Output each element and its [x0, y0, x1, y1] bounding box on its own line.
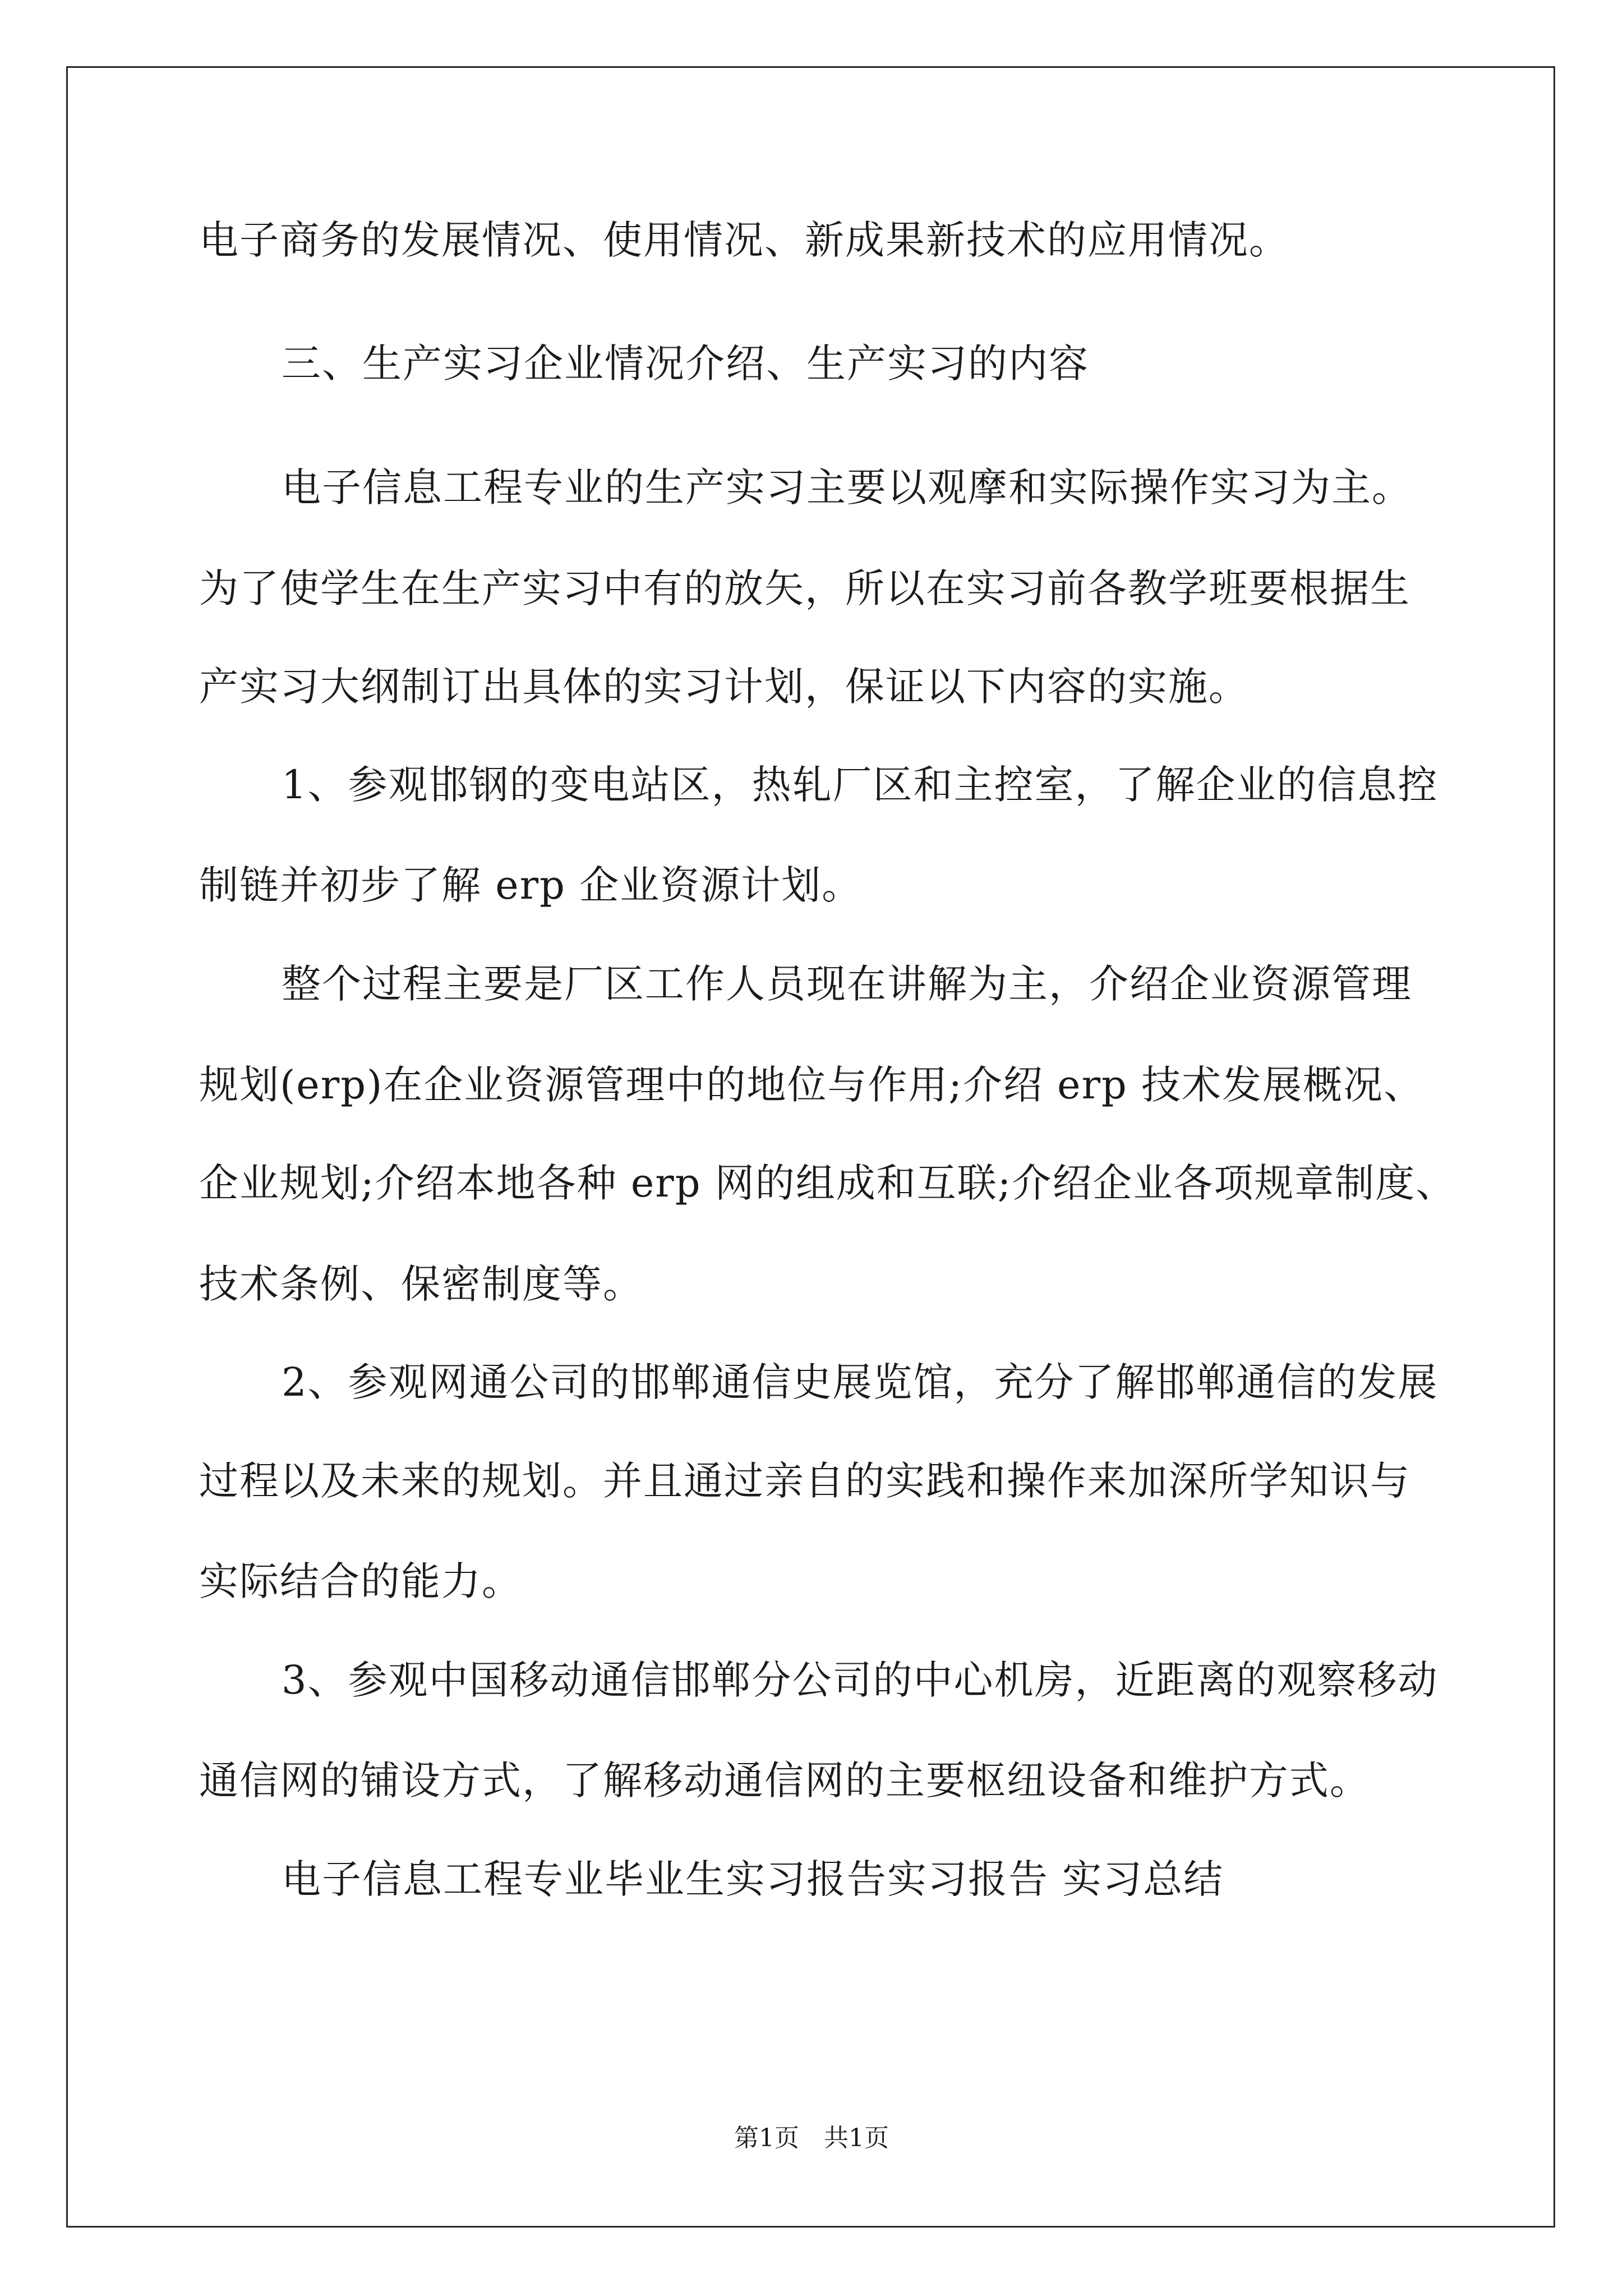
paragraph-start-line: 整个过程主要是厂区工作人员现在讲解为主，介绍企业资源管理	[282, 961, 1412, 1007]
body-line: 通信网的铺设方式，了解移动通信网的主要枢纽设备和维护方式。	[199, 1757, 1370, 1803]
page-number-total: 共1页	[824, 2124, 889, 2152]
body-line: 产实习大纲制订出具体的实习计划，保证以下内容的实施。	[199, 664, 1249, 710]
body-line: 实际结合的能力。	[199, 1558, 522, 1604]
paragraph-start-line: 电子信息工程专业的生产实习主要以观摩和实际操作实习为主。	[282, 464, 1412, 510]
body-line: 电子商务的发展情况、使用情况、新成果新技术的应用情况。	[199, 217, 1289, 263]
page-footer	[0, 2122, 1623, 2155]
body-line: 过程以及未来的规划。并且通过亲自的实践和操作来加深所学知识与	[199, 1458, 1410, 1504]
section-heading: 三、生产实习企业情况介绍、生产实习的内容	[282, 341, 1089, 386]
paragraph-start-line: 2、参观网通公司的邯郸通信史展览馆，充分了解邯郸通信的发展	[282, 1359, 1438, 1405]
body-line: 制链并初步了解 erp 企业资源计划。	[199, 862, 863, 908]
body-line: 企业规划;介绍本地各种 erp 网的组成和互联;介绍企业各项规章制度、	[199, 1160, 1456, 1206]
body-line: 技术条例、保密制度等。	[199, 1261, 643, 1307]
paragraph-start-line: 3、参观中国移动通信邯郸分公司的中心机房，近距离的观察移动	[282, 1657, 1438, 1703]
paragraph-start-line: 1、参观邯钢的变电站区，热轧厂区和主控室，了解企业的信息控	[282, 762, 1438, 808]
page-number-current: 第1页	[734, 2124, 799, 2152]
body-line: 为了使学生在生产实习中有的放矢，所以在实习前各教学班要根据生	[199, 565, 1410, 611]
body-line: 规划(erp)在企业资源管理中的地位与作用;介绍 erp 技术发展概况、	[199, 1062, 1424, 1108]
closing-line: 电子信息工程专业毕业生实习报告实习报告 实习总结	[282, 1856, 1224, 1902]
